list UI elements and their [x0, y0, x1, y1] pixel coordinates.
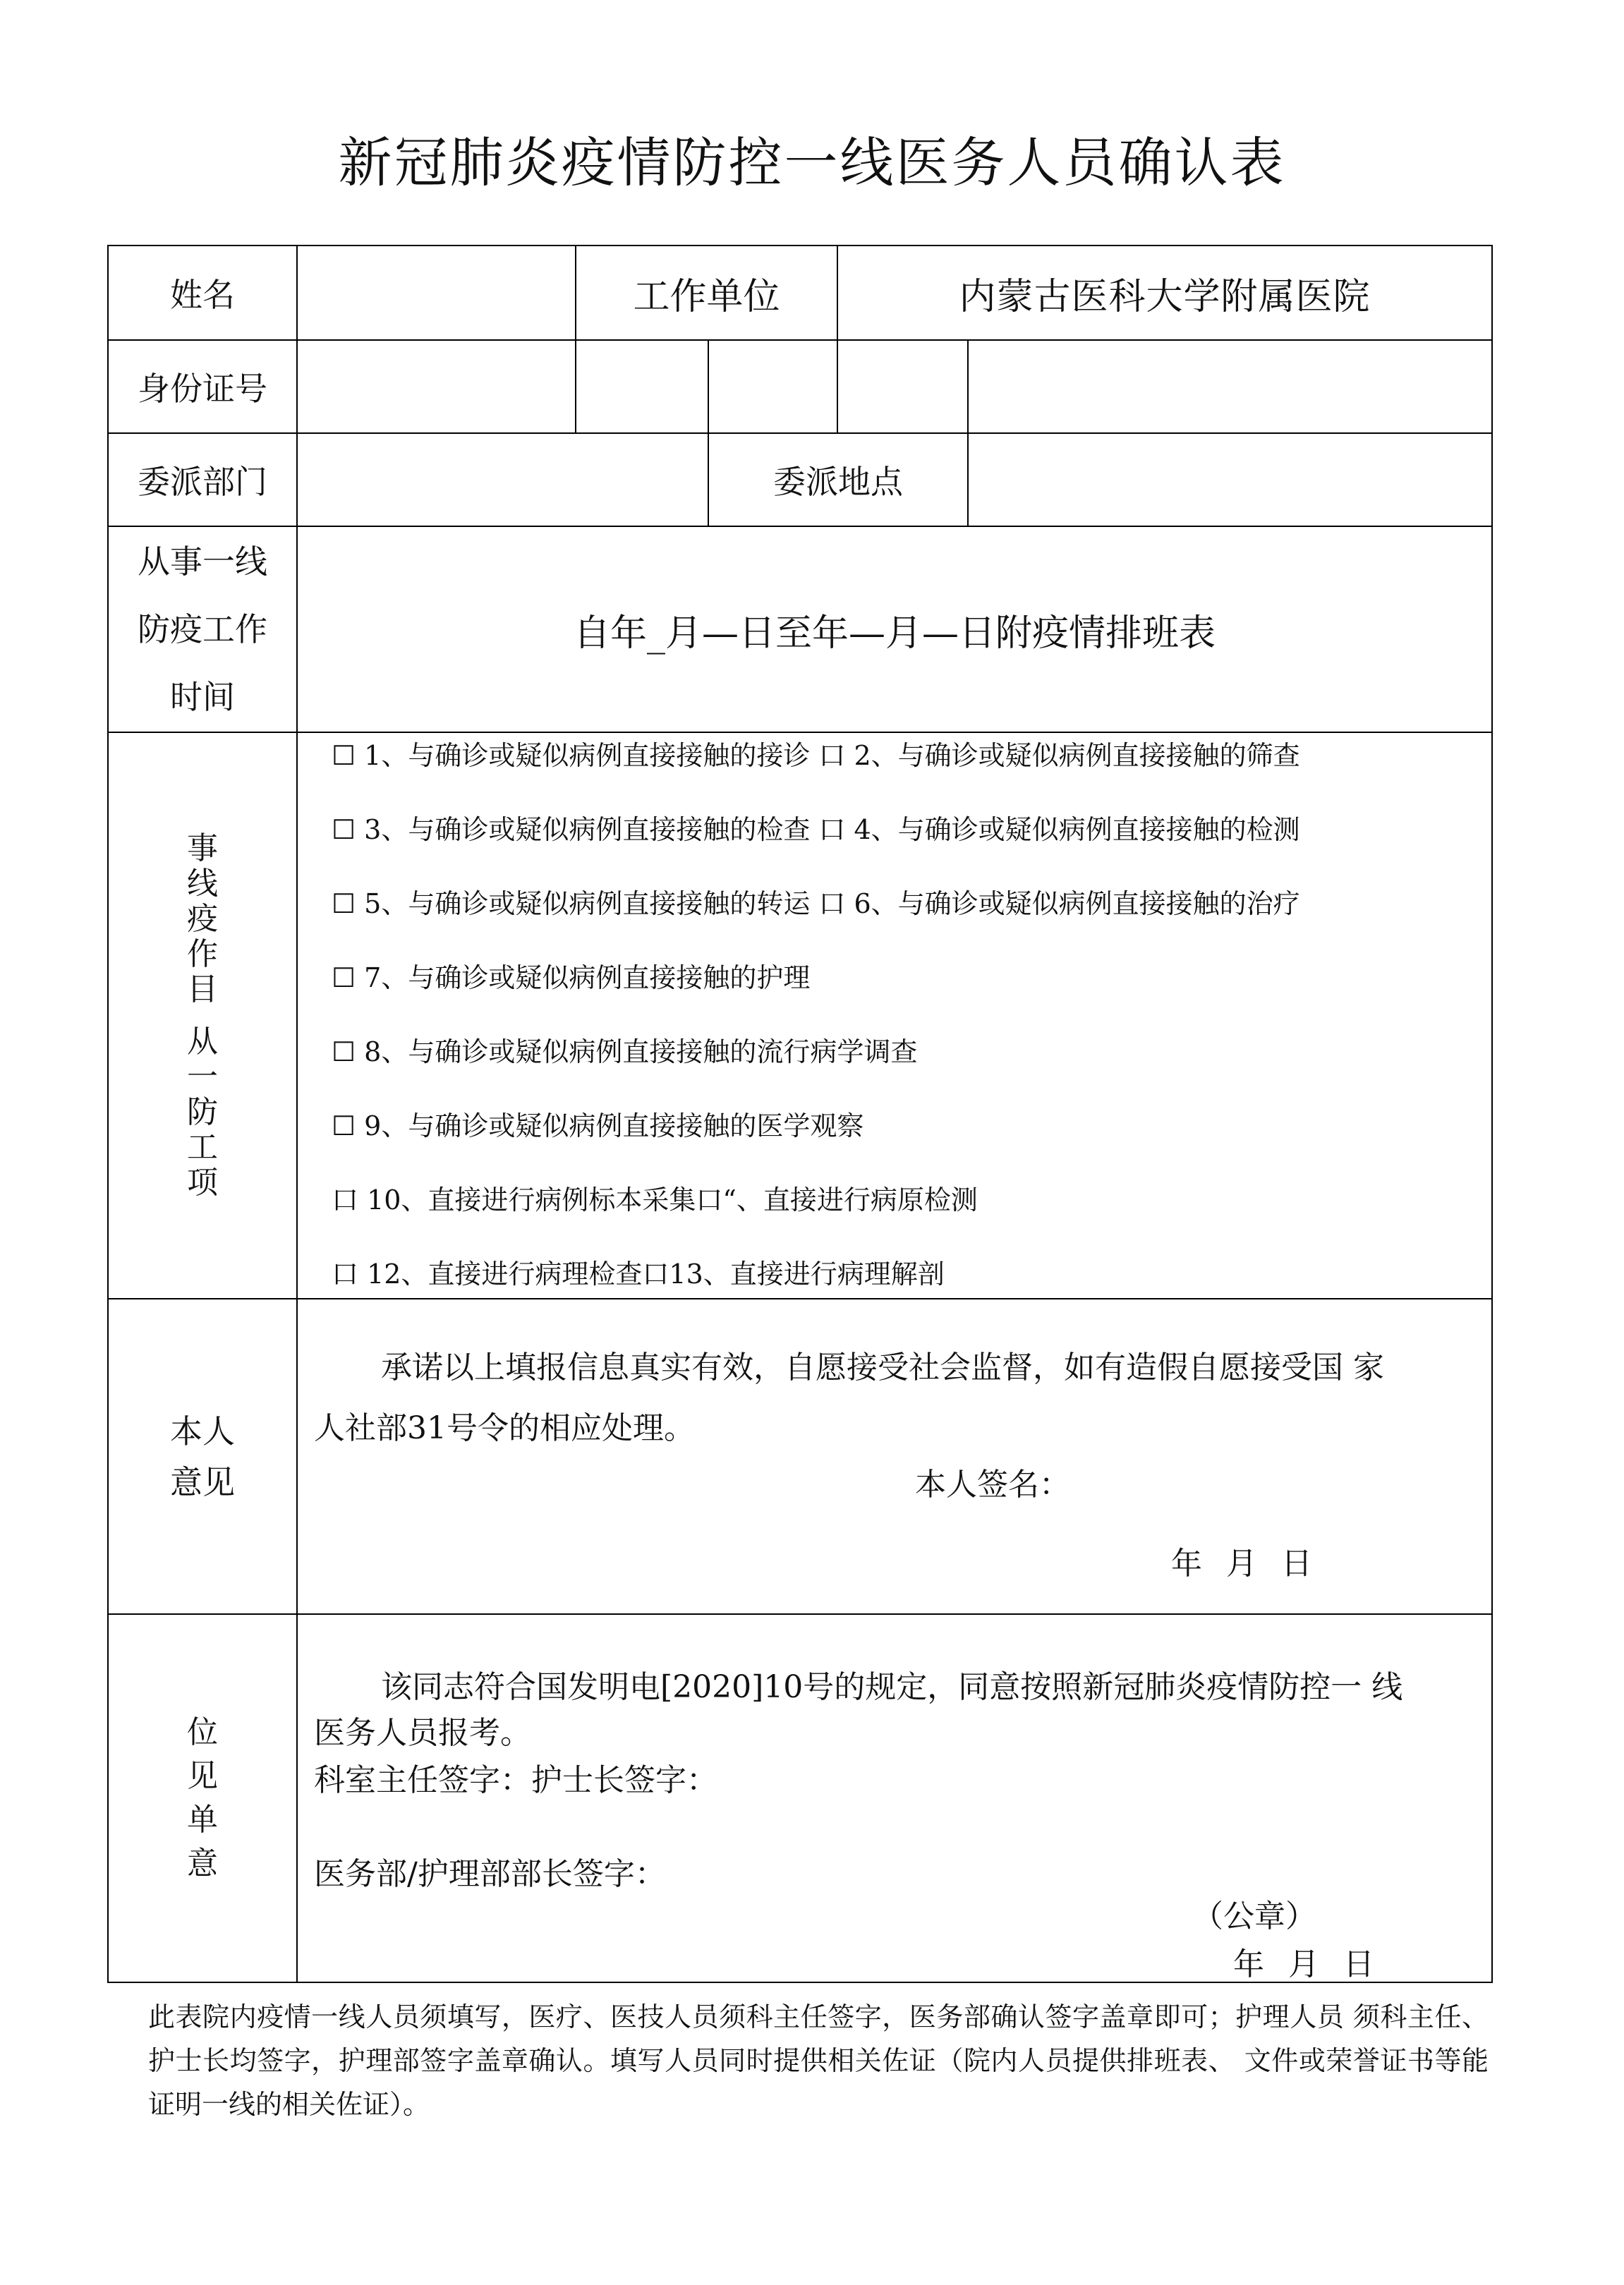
unit-label-char: 意 — [187, 1845, 218, 1881]
personal-date[interactable]: 年 月 日 — [1171, 1546, 1319, 1582]
dept-field[interactable] — [298, 434, 708, 526]
items-label-char: 从 — [187, 1023, 218, 1060]
items-label — [109, 733, 296, 1298]
items-label-stack — [187, 831, 218, 1201]
items-label-char: 线 — [187, 865, 218, 902]
work-item-row[interactable]: 口 10、直接进行病例标本采集口“、直接进行病原检测 — [332, 1184, 978, 1216]
items-label-char: 工 — [187, 1129, 218, 1165]
work-item-row[interactable]: ☐ 5、与确诊或疑似病例直接接触的转运 口 6、与确诊或疑似病例直接接触的治疗 — [332, 888, 1300, 919]
id-number-field[interactable] — [838, 341, 967, 432]
footnote: 此表院内疫情一线人员须填写，医疗、医技人员须科主任签字，医务部确认签字盖章即可；护理人员 须科主任、护士长均签字，护理部签字盖章确认。填写人员同时提供相关佐证（院内人员提供排班表、 文件或荣誉证书等能证明一线的相关佐证）。 — [148, 2001, 1489, 2120]
work-item-row[interactable]: ☐ 8、与确诊或疑似病例直接接触的流行病学调查 — [332, 1036, 918, 1067]
id-number-field[interactable] — [298, 341, 575, 432]
unit-label-char: 见 — [187, 1758, 218, 1794]
items-label-char: 疫 — [187, 900, 218, 937]
dept-label: 委派部门 — [138, 463, 267, 501]
personal-pledge-line: 人社部31号令的相应处理。 — [314, 1410, 695, 1446]
personal-label-line: 意见 — [170, 1462, 235, 1501]
time-value: 自年_月—日至年—月—日附疫情排班表 — [573, 612, 1216, 655]
location-label: 委派地点 — [773, 463, 903, 501]
personal-label-line: 本人 — [170, 1412, 235, 1450]
personal-signature[interactable]: 本人签名： — [915, 1467, 1070, 1503]
work-unit-value: 内蒙古医科大学附属医院 — [959, 275, 1371, 318]
official-seal: （公章） — [1192, 1898, 1316, 1934]
unit-signature-line[interactable]: 医务部/护理部部长签字： — [314, 1856, 666, 1892]
work-item-row[interactable]: ☐ 3、与确诊或疑似病例直接接触的检查 口 4、与确诊或疑似病例直接接触的检测 — [332, 814, 1300, 845]
items-label-char: 目 — [187, 971, 218, 1007]
unit-opinion-line: 该同志符合国发明电[2020]10号的规定，同意按照新冠肺炎疫情防控一 线 — [381, 1669, 1403, 1705]
time-label-line: 时间 — [170, 678, 235, 716]
unit-label-char: 位 — [187, 1714, 218, 1750]
personal-opinion-label — [109, 1299, 296, 1613]
unit-label-char: 单 — [187, 1802, 218, 1838]
id-number-field[interactable] — [969, 341, 1491, 432]
items-label-char: 事 — [187, 830, 218, 866]
work-item-row[interactable]: ☐ 9、与确诊或疑似病例直接接触的医学观察 — [332, 1110, 864, 1141]
personal-pledge-line: 承诺以上填报信息真实有效，自愿接受社会监督，如有造假自愿接受国 家 — [381, 1350, 1384, 1386]
name-field[interactable] — [298, 246, 575, 339]
items-label-char: 防 — [187, 1093, 218, 1130]
work-item-row[interactable]: ☐ 7、与确诊或疑似病例直接接触的护理 — [332, 962, 811, 993]
page-title: 新冠肺炎疫情防控一线医务人员确认表 — [338, 131, 1286, 194]
unit-label-stack — [187, 1711, 218, 1886]
work-item-row[interactable]: 口 12、直接进行病理检查口13、直接进行病理解剖 — [332, 1259, 945, 1290]
time-label-line: 防疫工作 — [138, 610, 267, 648]
time-label-line: 从事一线 — [138, 543, 267, 581]
table-rule — [107, 1613, 1493, 1615]
table-rule — [107, 732, 1493, 733]
time-label — [109, 527, 296, 732]
id-number-label: 身份证号 — [138, 370, 267, 408]
id-number-field[interactable] — [576, 341, 837, 432]
table-rule — [1491, 245, 1493, 1983]
items-label-char: 项 — [187, 1164, 218, 1201]
location-field[interactable] — [969, 434, 1491, 526]
work-unit-label: 工作单位 — [633, 275, 780, 318]
unit-signature-line[interactable]: 科室主任签字：护士长签字： — [314, 1762, 717, 1798]
table-rule — [107, 1298, 1493, 1299]
name-label: 姓名 — [170, 276, 235, 314]
items-label-char: 作 — [187, 935, 218, 972]
unit-date[interactable]: 年 月 日 — [1233, 1946, 1381, 1982]
items-label-char: 一 — [187, 1058, 218, 1095]
work-item-row[interactable]: ☐ 1、与确诊或疑似病例直接接触的接诊 口 2、与确诊或疑似病例直接接触的筛查 — [332, 740, 1300, 771]
unit-opinion-label — [109, 1615, 296, 1982]
unit-opinion-line: 医务人员报考。 — [314, 1715, 531, 1751]
